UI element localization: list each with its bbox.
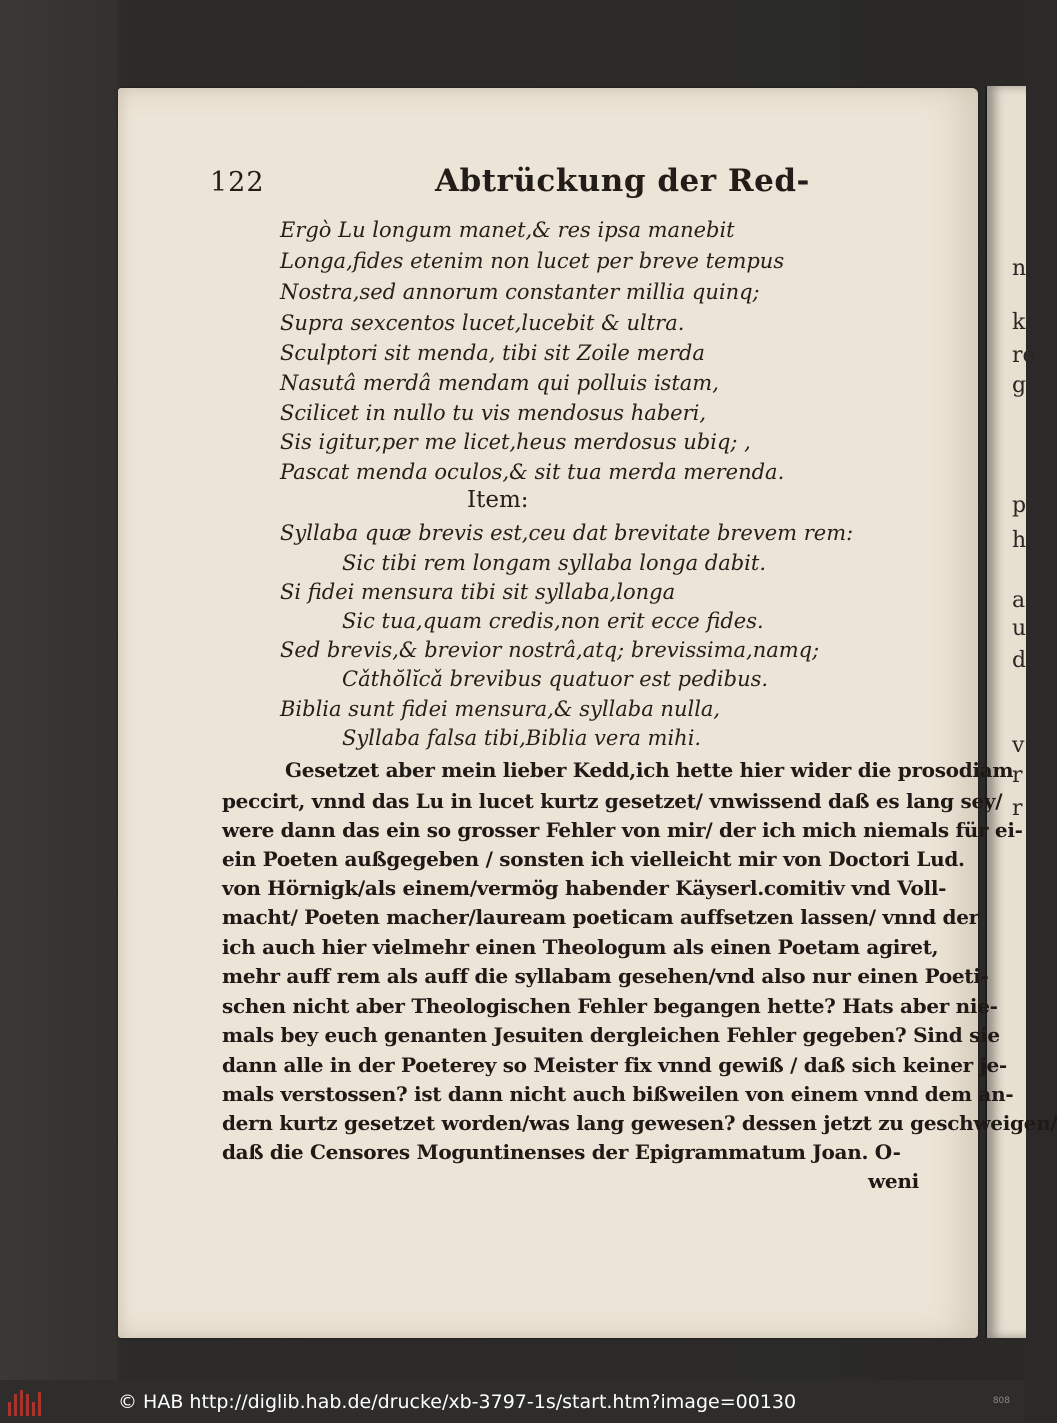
hab-logo-icon: [8, 1388, 46, 1416]
verse-line: Sis igitur,per me licet,heus merdosus ubiq; ,: [280, 430, 751, 454]
prose-line: mehr auff rem als auff die syllabam gesehen/vnd also nur einen Poeti-: [222, 964, 989, 988]
facing-fragment: r: [1012, 796, 1023, 821]
verse-line: Sic tua,quam credis,non erit ecce fides.: [342, 609, 764, 633]
facing-fragment: a: [1012, 588, 1026, 613]
facing-fragment: k: [1012, 310, 1026, 335]
prose-line: ein Poeten außgegeben / sonsten ich vielleicht mir von Doctori Lud.: [222, 847, 965, 871]
facing-fragment: u: [1012, 616, 1027, 641]
verse-line: Sic tibi rem longam syllaba longa dabit.: [342, 551, 767, 575]
running-head: Abtrückung der Red-: [435, 163, 810, 199]
catchword: weni: [868, 1169, 919, 1193]
prose-line: ich auch hier vielmehr einen Theologum als einen Poetam agiret,: [222, 935, 939, 959]
prose-line: dann alle in der Poeterey so Meister fix vnnd gewiß / daß sich keiner je-: [222, 1053, 1007, 1077]
facing-fragment: h: [1012, 528, 1027, 553]
copyright-link[interactable]: © HAB http://diglib.hab.de/drucke/xb-3797-1s/start.htm?image=00130: [118, 1390, 797, 1413]
prose-line: von Hörnigk/als einem/vermög habender Käyserl.comitiv vnd Voll-: [222, 876, 947, 900]
facing-fragment: r: [1012, 763, 1023, 788]
verse-line: Syllaba falsa tibi,Biblia vera mihi.: [342, 726, 702, 750]
book-cover-board: [0, 0, 118, 1380]
prose-line: peccirt, vnnd das Lu in lucet kurtz gesetzet/ vnwissend daß es lang sey/: [222, 789, 1003, 813]
verse-line: Nasutâ merdâ mendam qui polluis istam,: [280, 371, 719, 395]
verse-line: Cǎthŏlĭcǎ brevibus quatuor est pedibus.: [342, 667, 769, 691]
footer-bar: [0, 1380, 1024, 1423]
prose-line: were dann das ein so grosser Fehler von mir/ der ich mich niemals für ei-: [222, 818, 1023, 842]
verse-line: Supra sexcentos lucet,lucebit & ultra.: [280, 311, 685, 335]
facing-fragment: re: [1012, 343, 1036, 368]
item-heading: Item:: [467, 487, 529, 513]
verse-line: Sculptori sit menda, tibi sit Zoile merda: [280, 341, 705, 365]
verse-line: Nostra,sed annorum constanter millia quinq;: [280, 280, 760, 304]
facing-fragment: p: [1012, 493, 1027, 518]
verse-line: Scilicet in nullo tu vis mendosus haberi,: [280, 401, 707, 425]
verse-line: Longa,fides etenim non lucet per breve tempus: [280, 249, 785, 273]
facing-fragment: v: [1012, 733, 1025, 758]
prose-line: dern kurtz gesetzet worden/was lang gewesen? dessen jetzt zu geschweigen/: [222, 1111, 1057, 1135]
verse-line: Syllaba quæ brevis est,ceu dat brevitate brevem rem:: [280, 521, 854, 545]
corner-mark: 808: [992, 1396, 1010, 1406]
prose-line: macht/ Poeten macher/lauream poeticam auffsetzen lassen/ vnnd der: [222, 905, 979, 929]
verse-line: Pascat menda oculos,& sit tua merda merenda.: [280, 460, 785, 484]
facing-fragment: n: [1012, 256, 1027, 281]
prose-line: Gesetzet aber mein lieber Kedd,ich hette hier wider die prosodiam: [285, 758, 1014, 782]
facing-fragment: g: [1012, 373, 1027, 398]
page-number: 122: [210, 167, 265, 198]
verse-line: Biblia sunt fidei mensura,& syllaba nulla,: [280, 697, 721, 721]
prose-line: mals bey euch genanten Jesuiten dergleichen Fehler gegeben? Sind sie: [222, 1023, 1000, 1047]
verse-line: Sed brevis,& brevior nostrâ,atq; brevissima,namq;: [280, 638, 820, 662]
verse-line: Ergò Lu longum manet,& res ipsa manebit: [280, 218, 735, 242]
prose-line: daß die Censores Moguntinenses der Epigrammatum Joan. O-: [222, 1140, 901, 1164]
verse-line: Si fidei mensura tibi sit syllaba,longa: [280, 580, 676, 604]
facing-fragment: d: [1012, 648, 1027, 673]
prose-line: schen nicht aber Theologischen Fehler begangen hette? Hats aber nie-: [222, 994, 998, 1018]
page-header: [210, 163, 970, 203]
prose-line: mals verstossen? ist dann nicht auch bißweilen von einem vnnd dem an-: [222, 1082, 1014, 1106]
